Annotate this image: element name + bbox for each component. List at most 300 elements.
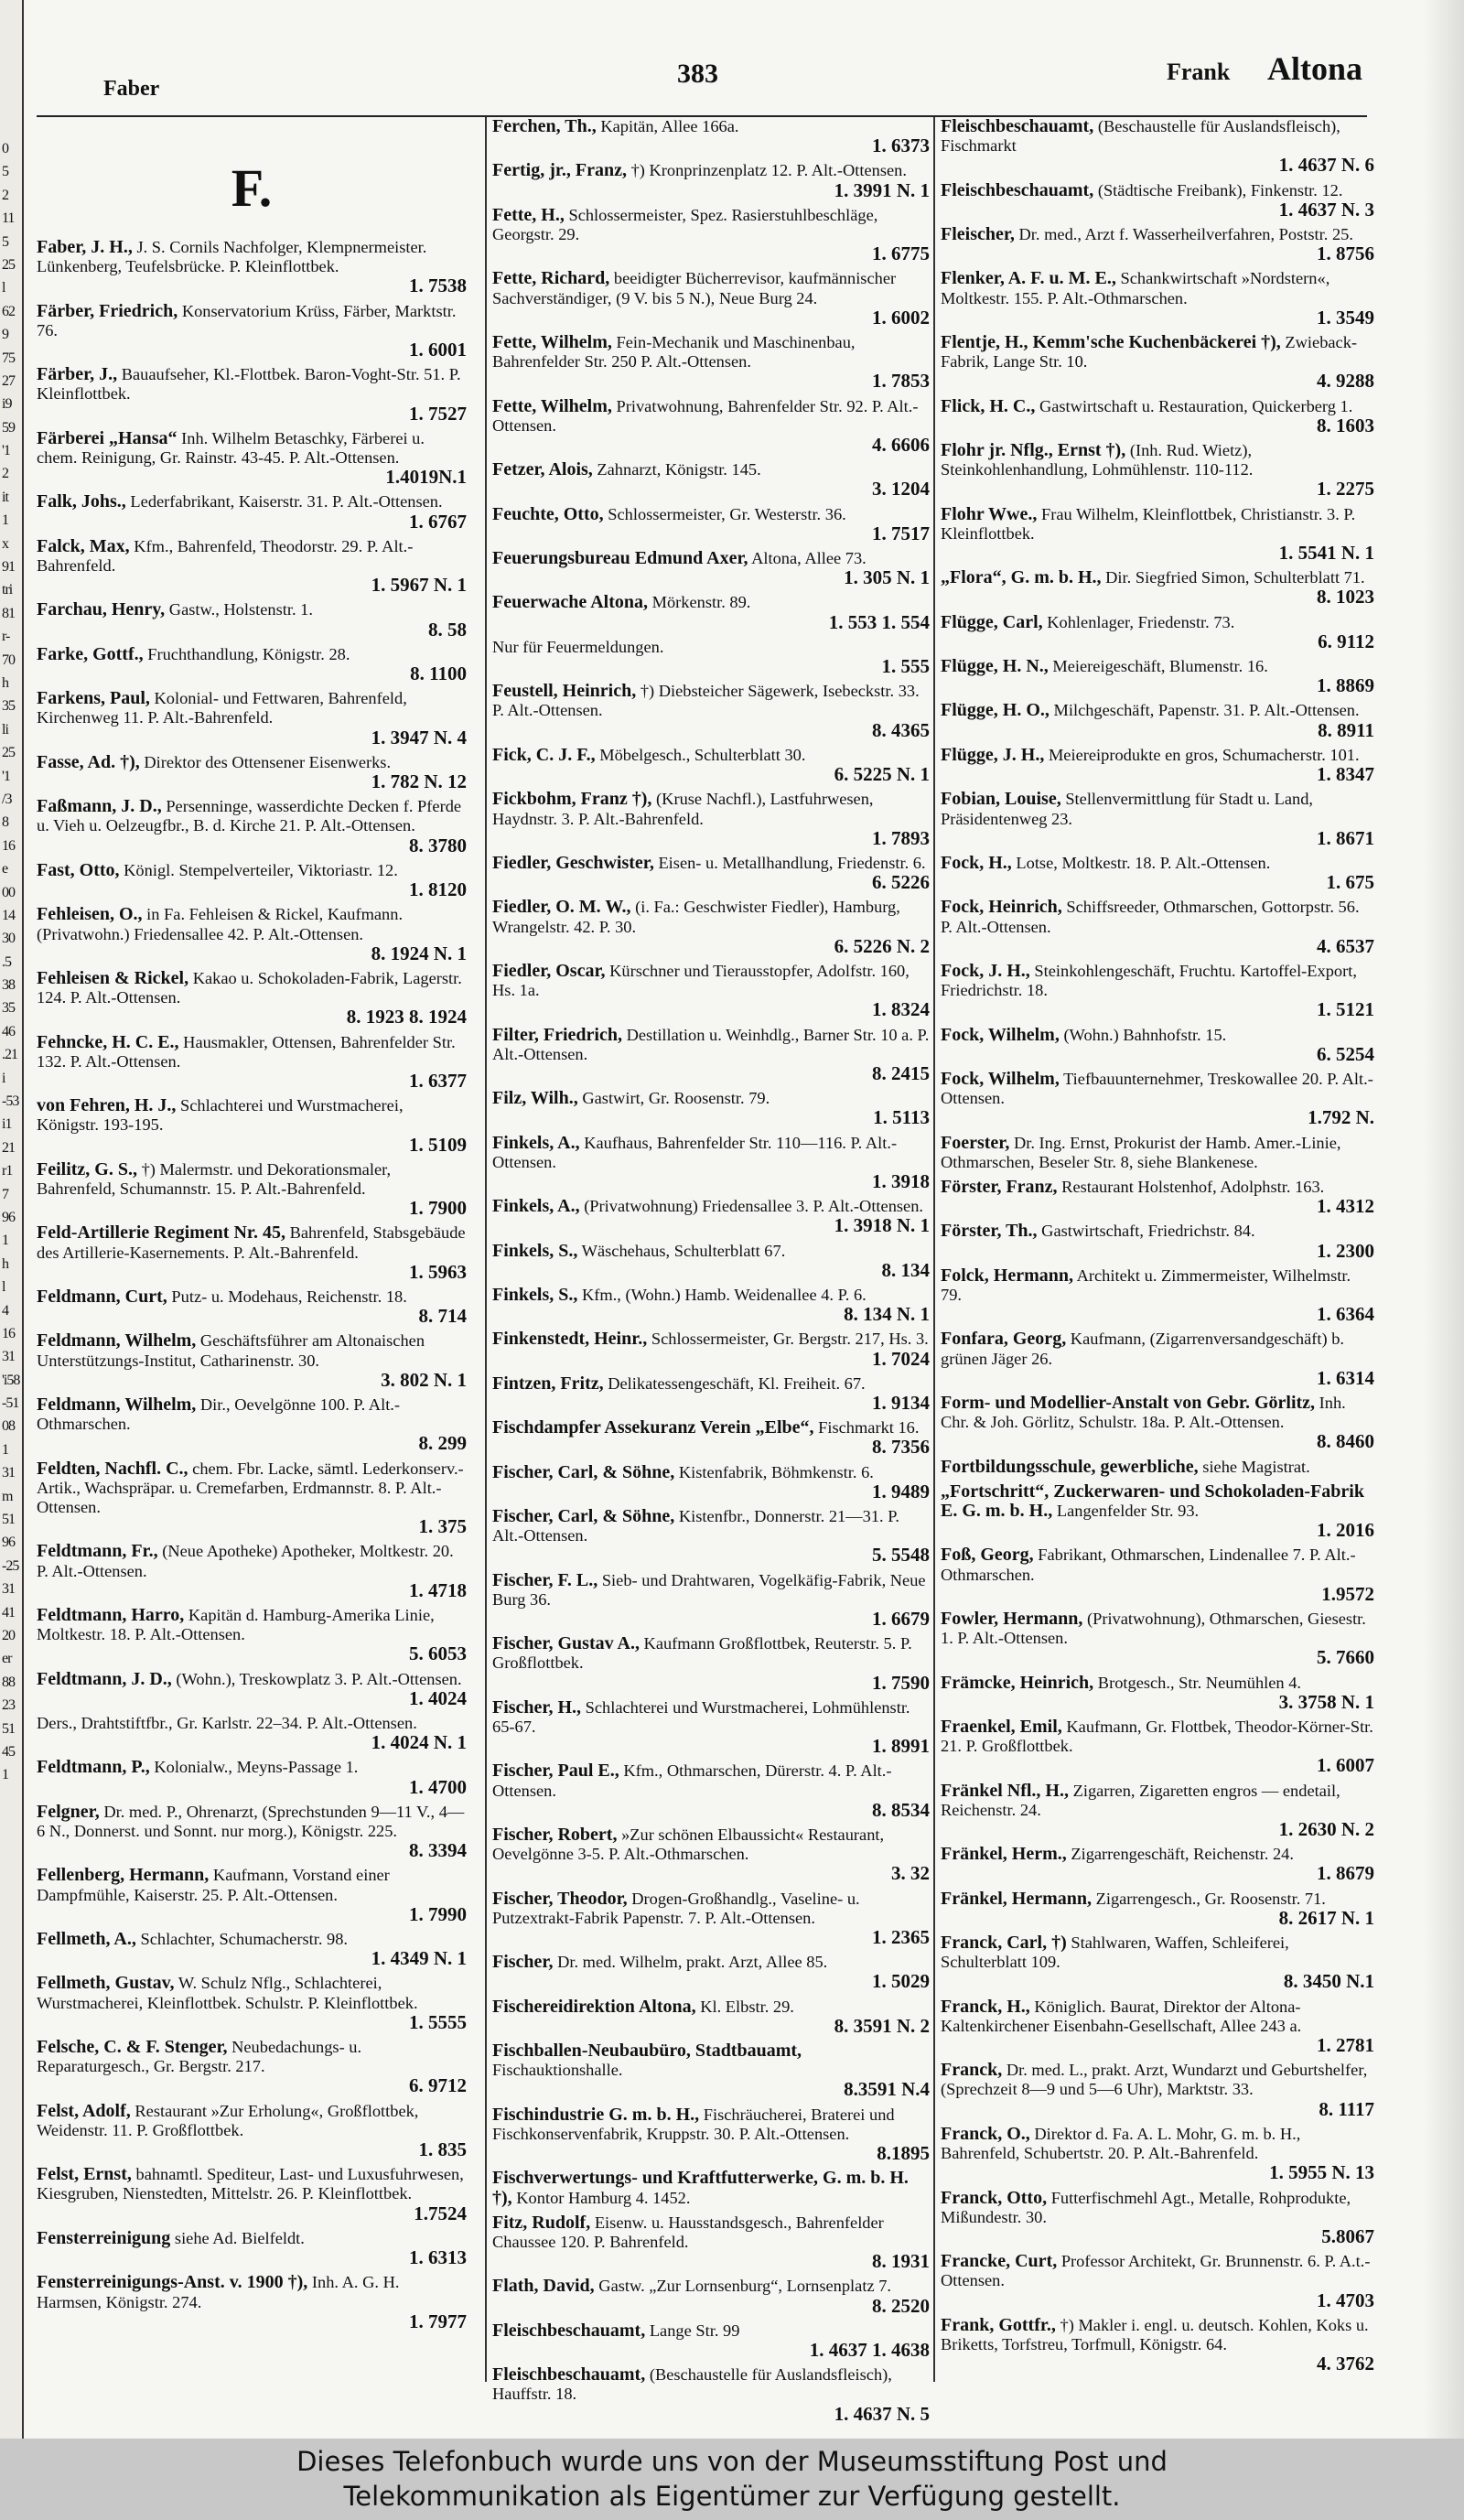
margin-fragment: x — [2, 535, 8, 552]
entry-details: Neubedachungs- u. Reparaturgesch., Gr. Bergstr. 217. — [37, 2038, 362, 2076]
entry-name: Fischer, — [492, 1952, 554, 1973]
directory-entry — [941, 269, 1374, 328]
entry-details: Meiereiprodukte en gros, Schumacherstr. 101. — [1048, 745, 1360, 764]
entry-name: Feilitz, G. S., — [37, 1158, 137, 1179]
directory-entry — [941, 117, 1374, 176]
entry-name: Fensterreinigung — [37, 2227, 171, 2248]
entry-phone-number: 1. 4718 — [409, 1578, 467, 1601]
entry-name: Fischer, H., — [492, 1696, 582, 1718]
entry-phone-number: 1. 4637 N. 5 — [834, 2402, 930, 2425]
entry-phone-number: 1. 8671 — [1317, 826, 1374, 849]
entry-name: Fleischbeschauamt, — [492, 2364, 646, 2385]
entry-name: Fischer, Carl, & Söhne, — [492, 1461, 675, 1482]
entry-name: Fock, Wilhelm, — [941, 1068, 1060, 1089]
margin-fragment: 2 — [2, 187, 8, 203]
entry-phone-number: 1. 835 — [418, 2138, 467, 2161]
entry-details: Kakao u. Schokoladen-Fabrik, Lagerstr. 124. P. Alt.-Ottensen. — [37, 968, 462, 1007]
entry-name: Feldtmann, P., — [37, 1757, 150, 1778]
entry-phone-number: 1. 675 — [1326, 871, 1374, 894]
entry-details: Kohlenlager, Friedenstr. 73. — [1047, 612, 1235, 631]
entry-details: Gastwirt, Gr. Roosenstr. 79. — [582, 1089, 770, 1108]
margin-fragment: 31 — [2, 1581, 15, 1598]
entry-details: Zwieback-Fabrik, Lange Str. 10. — [941, 333, 1358, 372]
directory-entry — [492, 1463, 930, 1502]
entry-details: Eisenw. u. Hausstandsgesch., Bahrenfelder Chaussee 120. P. Bahrenfeld. — [492, 2213, 884, 2251]
entry-name: Fintzen, Fritz, — [492, 1373, 604, 1394]
entry-details: Kürschner und Tierausstopfer, Adolfstr. 160, Hs. 1a. — [492, 961, 910, 1000]
entry-details: (Kruse Nachfl.), Lastfuhrwesen, Haydnstr. 3. P. Alt.-Bahrenfeld. — [492, 790, 874, 828]
entry-phone-number: 1. 5955 N. 13 — [1269, 2161, 1374, 2184]
directory-entry — [941, 1458, 1374, 1477]
entry-details: Kfm., (Wohn.) Hamb. Weidenallee 4. P. 6. — [581, 1285, 867, 1304]
entry-phone-number: 8. 1931 — [872, 2250, 930, 2273]
directory-entry — [941, 2252, 1374, 2310]
directory-entry — [492, 2169, 930, 2207]
directory-entry — [37, 365, 467, 424]
directory-entry — [37, 600, 467, 639]
entry-name: Fleischbeschauamt, — [492, 2320, 646, 2341]
margin-fragment: 70 — [2, 652, 15, 668]
directory-entry — [941, 746, 1374, 784]
directory-entry — [492, 1890, 930, 1948]
entry-phone-number: 3. 3758 N. 1 — [1278, 1690, 1374, 1713]
entry-phone-number: 1. 3947 N. 4 — [371, 726, 467, 748]
entry-name: Fehleisen, O., — [37, 904, 143, 925]
entry-details: J. S. Cornils Nachfolger, Klempnermeister. Lünkenberg, Teufelsbrücke. P. Kleinflottbek. — [37, 238, 427, 276]
entry-name: Fonfara, Georg, — [941, 1329, 1067, 1350]
entry-name: Fraenkel, Emil, — [941, 1717, 1062, 1738]
entry-phone-number: 8. 3450 N.1 — [1283, 1970, 1374, 1993]
entry-details: Schlossermeister, Gr. Bergstr. 217, Hs. 3. — [651, 1330, 929, 1349]
entry-details: (Inh. Rud. Wietz), Steinkohlenhandlung, Lohmühlenstr. 110-112. — [941, 441, 1254, 479]
margin-fragment: l — [2, 280, 5, 296]
entry-phone-number: 8. 1603 — [1317, 414, 1374, 436]
directory-entry — [37, 1803, 467, 1861]
directory-entry — [37, 1606, 467, 1664]
margin-fragment: l — [2, 1279, 5, 1296]
entry-details: Kl. Elbstr. 29. — [700, 1997, 794, 2016]
entry-details: Bauaufseher, Kl.-Flottbek. Baron-Voght-Str. 51. P. Kleinflottbek. — [37, 365, 461, 404]
entry-name: Fiedler, Geschwister, — [492, 852, 654, 873]
directory-entry — [941, 181, 1374, 220]
entry-phone-number: 4. 6537 — [1317, 934, 1374, 957]
entry-phone-number: 8. 2415 — [872, 1061, 930, 1084]
entry-phone-number: 4. 9288 — [1317, 370, 1374, 393]
entry-details: Schlossermeister, Spez. Rasierstuhlbeschläge, Georgstr. 29. — [492, 205, 878, 244]
entry-details: Drogen-Großhandlg., Vaseline- u. Putzextrakt-Fabrik Papenstr. 7. P. Alt.-Ottensen. — [492, 1889, 860, 1927]
margin-fragment: '1 — [2, 443, 10, 459]
directory-entry — [941, 962, 1374, 1020]
entry-name: Feldmann, Wilhelm, — [37, 1330, 197, 1352]
entry-name: Finkels, S., — [492, 1284, 578, 1305]
directory-entry — [37, 1930, 467, 1968]
entry-phone-number: 1. 5967 N. 1 — [371, 574, 467, 597]
entry-details: Ders., Drahtstiftfbr., Gr. Karlstr. 22–34. P. Alt.-Ottensen. — [37, 1714, 417, 1733]
entry-name: Fertig, jr., Franz, — [492, 160, 627, 181]
entry-name: Fleischer, — [941, 224, 1015, 245]
directory-entry — [492, 1286, 930, 1324]
entry-name: Fasse, Ad. †), — [37, 751, 140, 772]
directory-entry — [492, 1571, 930, 1630]
entry-name: „Flora“, G. m. b. H., — [941, 567, 1102, 588]
entry-details: Bahrenfeld, Stabsgebäude des Artillerie-Kasernements. P. Alt.-Bahrenfeld. — [37, 1223, 466, 1262]
entry-details: Dr. med. P., Ohrenarzt, (Sprechstunden 9—11 V., 4—6 N., Donnerst. und Sonnt. nur morg.), Königstr. 225. — [37, 1802, 465, 1841]
entry-name: Förster, Th., — [941, 1221, 1038, 1242]
entry-phone-number: 6. 9712 — [409, 2074, 467, 2097]
entry-name: Feldmann, Wilhelm, — [37, 1394, 197, 1415]
entry-details: Kistenfbr., Donnerstr. 21—31. P. Alt.-Ottensen. — [492, 1507, 899, 1545]
directory-entry — [941, 441, 1374, 500]
directory-entry — [492, 2213, 930, 2272]
entry-name: Feustell, Heinrich, — [492, 681, 637, 702]
entry-details: Schankwirtschaft »Nordstern«, Moltkestr. 155. P. Alt.-Othmarschen. — [941, 269, 1330, 307]
margin-fragment: 27 — [2, 372, 15, 389]
entry-name: Fischer, Robert, — [492, 1825, 618, 1846]
directory-entry — [37, 905, 467, 964]
entry-name: Fischdampfer Assekuranz Verein „Elbe“, — [492, 1417, 814, 1438]
entry-name: Felsche, C. & F. Stenger, — [37, 2037, 228, 2058]
directory-entry — [37, 238, 467, 296]
entry-details: Dr. Ing. Ernst, Prokurist der Hamb. Amer.-Linie, Othmarschen, Beseler Str. 8, siehe Blankenese. — [941, 1133, 1341, 1171]
directory-entry — [492, 593, 930, 631]
margin-fragment: .5 — [2, 953, 11, 970]
directory-entry — [941, 333, 1374, 392]
entry-name: Fiedler, O. M. W., — [492, 897, 631, 918]
entry-phone-number: 1. 6767 — [409, 510, 467, 533]
entry-phone-number: 1. 4637 1. 4638 — [809, 2338, 930, 2361]
section-letter: F. — [231, 158, 273, 218]
directory-entry — [941, 1134, 1374, 1172]
entry-details: †) Malermstr. und Dekorationsmaler, Bahrenfeld, Schumannstr. 15. P. Alt.-Bahrenfeld. — [37, 1159, 392, 1198]
entry-details: Direktor d. Fa. A. L. Mohr, G. m. b. H., Bahrenfeld, Schubertstr. 20. P. Alt.-Bahrenfeld. — [941, 2124, 1301, 2163]
entry-phone-number: 8. 1924 N. 1 — [371, 942, 467, 964]
entry-phone-number: 1. 4703 — [1317, 2288, 1374, 2311]
directory-entry — [492, 1953, 930, 1991]
entry-details: Dr. med., Arzt f. Wasserheilverfahren, Poststr. 25. — [1018, 225, 1353, 244]
directory-entry — [37, 1287, 467, 1326]
directory-entry — [941, 657, 1374, 695]
directory-entry — [941, 790, 1374, 848]
directory-entry — [492, 962, 930, 1020]
margin-fragment: 81 — [2, 605, 15, 621]
entry-details: Architekt u. Zimmermeister, Wilhelmstr. 79. — [941, 1265, 1351, 1304]
directory-entry — [37, 1033, 467, 1092]
entry-phone-number: 1. 3991 N. 1 — [834, 178, 930, 201]
entry-name: Flick, H. C., — [941, 395, 1036, 416]
entry-phone-number: 8. 3780 — [409, 834, 467, 856]
entry-phone-number: 1. 375 — [418, 1515, 467, 1538]
entry-details: Kaufmann, Gr. Flottbek, Theodor-Körner-Str. 21. P. Großflottbek. — [941, 1718, 1373, 1756]
margin-fragment: 51 — [2, 1512, 15, 1528]
entry-name: Feldmann, Curt, — [37, 1286, 167, 1307]
entry-name: Fette, Wilhelm, — [492, 395, 612, 416]
entry-phone-number: 8. 7356 — [872, 1436, 930, 1459]
entry-name: Felgner, — [37, 1801, 100, 1822]
entry-name: Franck, O., — [941, 2123, 1030, 2144]
entry-name: Fette, Richard, — [492, 268, 610, 289]
entry-details: Zigarrengeschäft, Reichenstr. 24. — [1071, 1845, 1294, 1864]
entry-name: Fehncke, H. C. E., — [37, 1031, 179, 1052]
entry-phone-number: 1. 8324 — [872, 998, 930, 1021]
entry-phone-number: 1. 6313 — [409, 2246, 467, 2269]
entry-phone-number: 8.3591 N.4 — [844, 2078, 930, 2101]
entry-name: Flentje, H., Kemm'sche Kuchenbäckerei †), — [941, 332, 1281, 353]
column-3-entries — [941, 117, 1374, 2374]
entry-phone-number: 1. 4349 N. 1 — [371, 1947, 467, 1970]
entry-details: Lederfabrikant, Kaiserstr. 31. P. Alt.-Ottensen. — [130, 492, 443, 512]
entry-name: Form- und Modellier-Anstalt von Gebr. Görlitz, — [941, 1392, 1316, 1413]
entry-details: Inh. Chr. & Joh. Görlitz, Schulstr. 18a. P. Alt.-Ottensen. — [941, 1393, 1346, 1432]
entry-name: von Fehren, H. J., — [37, 1095, 177, 1116]
entry-name: Feldtmann, J. D., — [37, 1668, 172, 1689]
entry-details: Königl. Stempelverteiler, Viktoriastr. 12. — [124, 860, 398, 879]
entry-details: Kaufmann, Vorstand einer Dampfmühle, Kaiserstr. 25. P. Alt.-Ottensen. — [37, 1866, 390, 1904]
entry-phone-number: 1. 8120 — [409, 878, 467, 901]
entry-phone-number: 1.9572 — [1321, 1582, 1374, 1605]
directory-entry — [37, 492, 467, 531]
entry-name: Feuerungsbureau Edmund Axer, — [492, 548, 748, 569]
entry-name: Fock, H., — [941, 852, 1012, 873]
entry-phone-number: 1. 5109 — [409, 1133, 467, 1156]
entry-name: Feuchte, Otto, — [492, 503, 604, 524]
directory-entry — [492, 1634, 930, 1693]
entry-phone-number: 1. 7900 — [409, 1197, 467, 1220]
entry-name: Fellmeth, A., — [37, 1929, 136, 1950]
directory-entry — [941, 225, 1374, 264]
margin-fragment: i1 — [2, 1116, 12, 1133]
entry-name: Flügge, Carl, — [941, 611, 1043, 632]
directory-entry — [492, 2365, 930, 2424]
directory-entry — [941, 1222, 1374, 1260]
entry-name: Francke, Curt, — [941, 2251, 1058, 2272]
header-first-entry: Faber — [103, 77, 160, 101]
entry-phone-number: 8. 3591 N. 2 — [834, 2014, 930, 2037]
entry-phone-number: 8. 8534 — [872, 1798, 930, 1821]
entry-details: Fabrikant, Othmarschen, Lindenallee 7. P. Alt.-Othmarschen. — [941, 1545, 1356, 1584]
directory-entry — [37, 1758, 467, 1796]
entry-phone-number: 1. 4024 N. 1 — [371, 1731, 467, 1754]
entry-details: Konservatorium Krüss, Färber, Marktstr. 76. — [37, 301, 457, 339]
entry-phone-number: 8. 134 — [881, 1258, 930, 1281]
entry-details: Schlachter, Schumacherstr. 98. — [140, 1930, 349, 1949]
entry-phone-number: 1. 7527 — [409, 402, 467, 425]
entry-details: Lotse, Moltkestr. 18. P. Alt.-Ottensen. — [1016, 853, 1271, 872]
margin-fragment: tri — [2, 582, 13, 598]
margin-fragment: 1 — [2, 1767, 8, 1783]
entry-details: Kapitän, Allee 166a. — [600, 117, 739, 135]
directory-entry — [492, 682, 930, 740]
directory-entry — [37, 2102, 467, 2160]
entry-phone-number: 5.8067 — [1321, 2224, 1374, 2247]
page-header — [87, 49, 1363, 101]
directory-entry — [492, 2105, 930, 2164]
margin-fragment: 91 — [2, 559, 15, 576]
column-1-entries — [37, 238, 467, 2332]
entry-phone-number: 8. 8911 — [1318, 718, 1374, 741]
entry-name: Fischer, Paul E., — [492, 1761, 619, 1782]
directory-entry — [37, 1542, 467, 1600]
entry-phone-number: 8. 134 N. 1 — [844, 1303, 930, 1326]
entry-name: Färber, J., — [37, 364, 118, 385]
entry-name: Fitz, Rudolf, — [492, 2212, 591, 2233]
directory-entry — [492, 854, 930, 892]
entry-phone-number: 1. 8869 — [1317, 674, 1374, 697]
footer-line-2: Telekommunikation als Eigentümer zur Verfügung gestellt. — [343, 2481, 1121, 2512]
directory-entry — [941, 854, 1374, 892]
entry-name: Fischverwertungs- und Kraftfutterwerke, G. m. b. H. †), — [492, 2168, 909, 2208]
directory-entry — [492, 898, 930, 956]
directory-entry — [492, 1698, 930, 1757]
entry-phone-number: 5. 5548 — [872, 1544, 930, 1567]
margin-fragment: -51 — [2, 1395, 19, 1412]
entry-details: Lange Str. 99 — [649, 2321, 740, 2340]
directory-entry — [37, 1160, 467, 1219]
entry-details: Restaurant Holstenhof, Adolphstr. 163. — [1061, 1177, 1325, 1196]
entry-name: Franck, Otto, — [941, 2187, 1048, 2208]
directory-entry — [492, 1507, 930, 1566]
entry-name: Franck, — [941, 2060, 1003, 2081]
column-2-entries — [492, 117, 930, 2424]
directory-entry — [37, 2273, 467, 2332]
entry-details: Dr. med. L., prakt. Arzt, Wundarzt und Geburtshelfer, (Sprechzeit 8—9 und 5—6 Uhr), Marktstr. 33. — [941, 2061, 1368, 2099]
entry-details: beeidigter Bücherrevisor, kaufmännischer Sachverständiger, (9 V. bis 5 N.), Neue Burg 24. — [492, 269, 897, 307]
entry-name: Främcke, Heinrich, — [941, 1672, 1094, 1693]
directory-entry — [492, 1998, 930, 2036]
directory-entry — [492, 790, 930, 848]
entry-phone-number: 1. 5541 N. 1 — [1278, 542, 1374, 565]
directory-entry — [941, 2125, 1374, 2183]
margin-fragment: 5 — [2, 164, 8, 180]
entry-phone-number: 1. 6377 — [409, 1069, 467, 1092]
margin-fragment: e — [2, 861, 8, 878]
entry-details: Direktor des Ottensener Eisenwerks. — [144, 752, 392, 771]
directory-entry — [37, 969, 467, 1028]
margin-fragment: 0 — [2, 141, 8, 156]
entry-name: Fischindustrie G. m. b. H., — [492, 2104, 700, 2125]
entry-details: Schlachterei und Wurstmacherei, Königstr. 193-195. — [37, 1096, 404, 1135]
margin-fragment: 41 — [2, 1604, 15, 1621]
margin-fragment: 7 — [2, 1186, 8, 1202]
entry-name: Fischer, Carl, & Söhne, — [492, 1506, 675, 1526]
entry-details: (Beschaustelle für Auslandsfleisch), Fischmarkt — [941, 117, 1340, 156]
directory-entry — [37, 1670, 467, 1708]
directory-entry — [941, 1026, 1374, 1064]
entry-name: Fränkel, Hermann, — [941, 1888, 1092, 1909]
margin-fragment: 35 — [2, 698, 15, 715]
entry-details: Steinkohlengeschäft, Fruchtu. Kartoffel-Export, Friedrichstr. 18. — [941, 961, 1357, 1000]
entry-details: Fischauktionshalle. — [492, 2061, 623, 2080]
margin-fragment: li — [2, 721, 8, 738]
directory-entry — [492, 1330, 930, 1368]
entry-phone-number: 1. 7590 — [872, 1671, 930, 1694]
entry-phone-number: 1. 7517 — [872, 522, 930, 544]
entry-phone-number: 1. 2300 — [1317, 1239, 1374, 1262]
margin-fragment: 4 — [2, 1302, 8, 1319]
entry-name: Fischer, Theodor, — [492, 1888, 628, 1909]
entry-phone-number: 1. 4637 N. 6 — [1278, 154, 1374, 177]
entry-name: Farchau, Henry, — [37, 599, 166, 620]
directory-entry — [492, 1761, 930, 1820]
entry-details: Königlich. Baurat, Direktor der Altona-Kaltenkirchener Eisenbahn-Gesellschaft, Allee 243 a. — [941, 1997, 1302, 2035]
entry-name: Fleischbeschauamt, — [941, 116, 1094, 136]
entry-details: Langenfelder Str. 93. — [1056, 1502, 1200, 1520]
margin-fragment: -53 — [2, 1093, 19, 1110]
entry-phone-number: 8. 8460 — [1317, 1430, 1374, 1453]
entry-phone-number: 8. 1117 — [1319, 2097, 1374, 2120]
margin-fragment: 14 — [2, 907, 15, 923]
entry-details: Zigarrengesch., Gr. Roosenstr. 71. — [1095, 1889, 1326, 1908]
entry-details: Stahlwaren, Waffen, Schleiferei, Schulterblatt 109. — [941, 1933, 1289, 1972]
directory-entry — [941, 1890, 1374, 1928]
entry-details: Gastw., Holstenstr. 1. — [168, 600, 313, 619]
entry-name: Flenker, A. F. u. M. E., — [941, 268, 1116, 289]
entry-details: (Wohn.) Bahnhofstr. 15. — [1063, 1025, 1227, 1044]
margin-fragment: /3 — [2, 791, 12, 807]
entry-details: (Wohn.), Treskowplatz 3. P. Alt.-Ottensen. — [176, 1669, 462, 1688]
entry-details: Fruchthandlung, Königstr. 28. — [147, 644, 350, 663]
margin-fragment: h — [2, 674, 8, 691]
margin-fragment: .21 — [2, 1047, 17, 1063]
margin-fragment: i — [2, 1070, 5, 1086]
entry-name: Falck, Max, — [37, 535, 130, 556]
directory-entry — [941, 1782, 1374, 1840]
entry-details: Destillation u. Weinhdlg., Barner Str. 10 a. P. Alt.-Ottensen. — [492, 1025, 930, 1063]
margin-fragment: '1 — [2, 768, 10, 784]
entry-phone-number: 1. 6373 — [872, 135, 930, 157]
directory-entry — [492, 460, 930, 499]
entry-details: Meiereigeschäft, Blumenstr. 16. — [1052, 657, 1268, 676]
entry-name: Flügge, J. H., — [941, 744, 1045, 765]
entry-phone-number: 1. 5121 — [1317, 998, 1374, 1021]
entry-phone-number: 1. 2781 — [1317, 2034, 1374, 2057]
entry-phone-number: 1. 7538 — [409, 275, 467, 297]
entry-phone-number: 1. 5113 — [873, 1106, 930, 1129]
entry-details: Inh. Wilhelm Betaschky, Färberei u. chem. Reinigung, Gr. Rainstr. 43-45. P. Alt.-Ottensen. — [37, 428, 425, 468]
entry-details: Persenninge, wasserdichte Decken f. Pferde u. Vieh u. Oelzeugfbr., B. d. Kirche 21. P. Alt.-Ottensen. — [37, 797, 462, 835]
margin-fragment: 30 — [2, 931, 15, 947]
entry-phone-number: 1. 8347 — [1317, 763, 1374, 786]
directory-entry — [37, 302, 467, 361]
margin-fragment: 08 — [2, 1418, 15, 1435]
entry-phone-number: 4. 3762 — [1317, 2353, 1374, 2375]
entry-name: Fock, Heinrich, — [941, 897, 1062, 918]
margin-fragment: 96 — [2, 1209, 15, 1225]
directory-entry — [941, 613, 1374, 652]
entry-details: Kfm., Othmarschen, Dürerstr. 4. P. Alt.-Ottensen. — [492, 1761, 892, 1800]
margin-fragment: 25 — [2, 745, 15, 761]
directory-entry — [37, 1714, 467, 1752]
entry-name: Finkels, A., — [492, 1132, 580, 1153]
column-1 — [37, 117, 467, 2382]
entry-phone-number: 1. 3918 — [872, 1169, 930, 1192]
directory-entry — [941, 1718, 1374, 1776]
directory-entry — [37, 1331, 467, 1390]
directory-entry — [941, 1266, 1374, 1325]
entry-details: Stellenvermittlung für Stadt u. Land, Präsidentenweg 23. — [941, 790, 1314, 828]
entry-phone-number: 1. 5963 — [409, 1260, 467, 1283]
entry-name: Frank, Gottfr., — [941, 2314, 1056, 2335]
entry-name: Finkels, S., — [492, 1240, 578, 1261]
entry-phone-number: 1. 6679 — [872, 1608, 930, 1631]
page-binding-shadow — [1424, 0, 1464, 2439]
directory-entry — [492, 549, 930, 587]
entry-name: Förster, Franz, — [941, 1176, 1058, 1197]
margin-fragment: 5 — [2, 233, 8, 250]
entry-details: Kfm., Bahrenfeld, Theodorstr. 29. P. Alt.-Bahrenfeld. — [37, 536, 414, 576]
page-number: 383 — [677, 59, 718, 89]
entry-name: Färber, Friedrich, — [37, 300, 178, 321]
directory-entry — [37, 753, 467, 792]
